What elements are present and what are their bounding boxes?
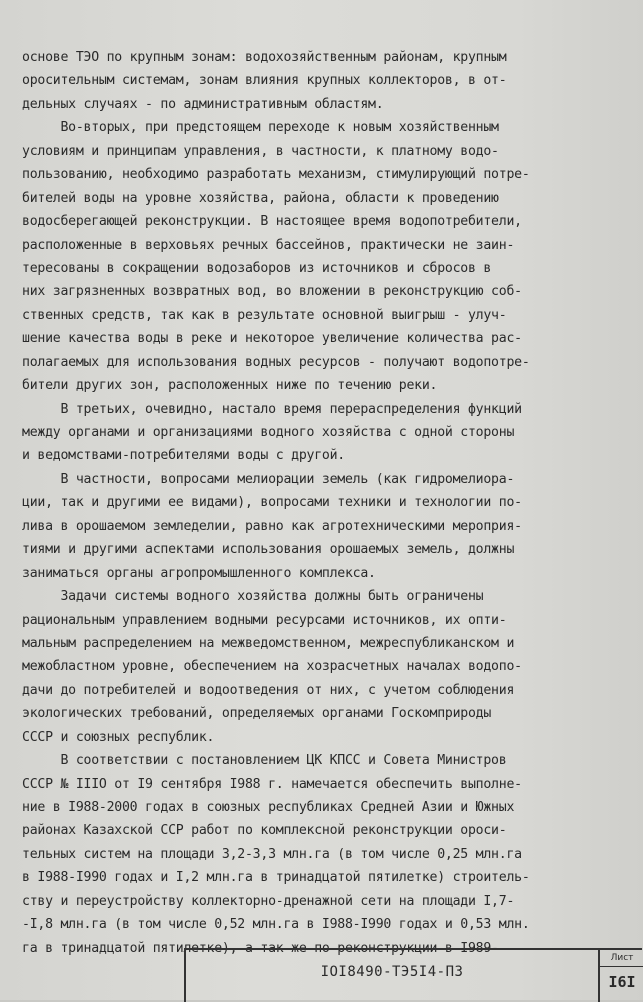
text-line: га в тринадцатой пятилетке), а так же по реконструкции в I989- [22,940,499,956]
text-line: ние в I988-2000 годах в союзных республиках Средней Азии и Южных [22,800,515,815]
text-line: В частности, вопросами мелиорации земель (как гидромелиора- [22,471,515,487]
text-line: рациональным управлением водными ресурсами источников, их опти- [22,612,507,628]
text-line: пользованию, необходимо разработать механизм, стимулирующий потре- [22,167,530,183]
sheet-label: Лист [600,950,643,967]
text-line: лива в орошаемом земледелии, равно как агротехническими мероприя- [22,518,522,534]
text-line: экологических требований, определяемых органами Госкомприроды [22,706,492,722]
text-line: В третьих, очевидно, настало время перераспределения функций [22,401,522,417]
text-line: ственных средств, так как в результате основной выигрыш - улуч- [22,307,507,323]
text-line: бители других зон, расположенных ниже по течению реки. [22,378,438,394]
document-code: IOI8490-ТЭ5I4-ПЗ [320,964,464,980]
text-line: дельных случаях - по административным областям. [22,96,384,112]
text-line: водосберегающей реконструкции. В настоящее время водопотребители, [22,214,522,230]
text-line: заниматься органы агропромышленного комплекса. [22,565,376,581]
text-line: в I988-I990 годах и I,2 млн.га в тринадцатой пятилетке) строитель- [22,870,530,886]
text-line: СССР и союзных республик. [22,729,215,745]
text-line: тельных систем на площади 3,2-3,3 млн.га (в том числе 0,25 млн.га [22,846,522,862]
text-line: оросительным системам, зонам влияния крупных коллекторов, в от- [22,73,507,89]
text-line: основе ТЭО по крупным зонам: водохозяйственным районам, крупным [22,50,507,65]
text-line: -I,8 млн.га (в том числе 0,52 млн.га в I988-I990 годах и 0,53 млн. [22,917,530,933]
text-line: Во-вторых, при предстоящем переходе к новым хозяйственным [22,120,499,136]
document-body-text [22,46,618,960]
text-line: бителей воды на уровне хозяйства, района, области к проведению [22,190,499,206]
text-line: тересованы в сокращении водозаборов из источников и сбросов в [22,260,492,276]
title-block [184,948,642,1002]
text-line: условиям и принципам управления, в частности, к платному водо- [22,143,499,159]
text-line: ции, так и другими ее видами), вопросами техники и технологии по- [22,495,522,511]
text-line: СССР № IIIO от I9 сентября I988 г. намечается обеспечить выполне- [22,776,522,792]
text-line: шение качества воды в реке и некоторое увеличение количества рас- [22,331,522,347]
text-line: и ведомствами-потребителями воды с другой. [22,448,345,464]
text-line: расположенные в верховьях речных бассейнов, практически не заин- [22,237,515,253]
text-line: полагаемых для использования водных ресурсов - получают водопотре- [22,354,530,370]
text-line: районах Казахской ССР работ по комплексной реконструкции ороси- [22,823,507,839]
text-line: межобластном уровне, обеспечением на хозрасчетных началах водопо- [22,659,522,675]
text-line: мальным распределением на межведомственном, межреспубликанском и [22,635,515,651]
text-line: ству и переустройству коллекторно-дренажной сети на площади I,7- [22,893,515,909]
text-line: между органами и организациями водного хозяйства с одной стороны [22,425,515,440]
text-line: В соответствии с постановлением ЦК КПСС и Совета Министров [22,753,507,769]
text-line: Задачи системы водного хозяйства должны быть ограничены [22,589,484,605]
sheet-number: I6I [608,973,636,991]
text-line: дачи до потребителей и водоотведения от них, с учетом соблюдения [22,682,515,698]
text-line: тиями и другими аспектами использования орошаемых земель, должны [22,542,515,558]
sheet-cell [598,950,643,1002]
text-line: них загрязненных возвратных вод, во вложении в реконструкцию соб- [22,284,522,300]
